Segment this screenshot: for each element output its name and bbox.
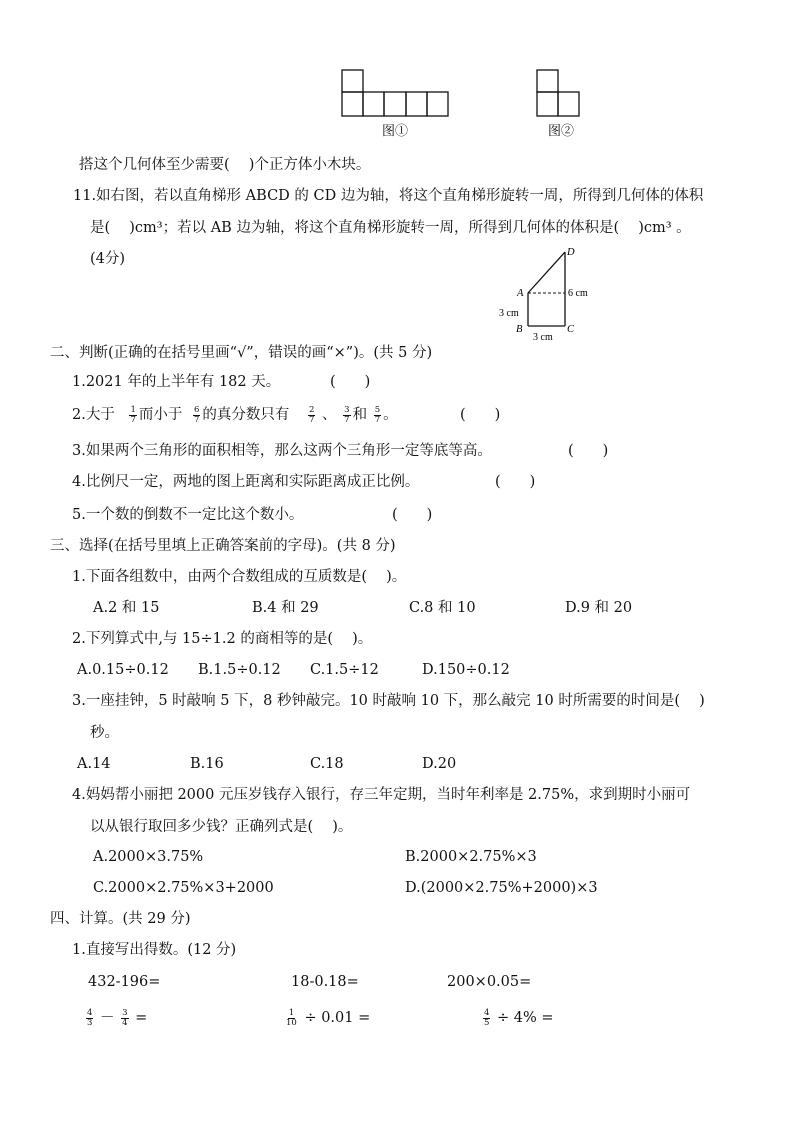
s3-q2-option-a: A.0.15÷0.12: [77, 662, 169, 678]
denominator: 10: [286, 1017, 297, 1028]
q11-line-1: 11.如右图，若以直角梯形 ABCD 的 CD 边为轴，将这个直角梯形旋转一周，所得到几何体的体积: [73, 188, 704, 204]
fraction-2-7: [308, 406, 315, 425]
net-figure-2: [537, 70, 579, 116]
trapezoid-diagram: [490, 245, 610, 345]
denominator: 7: [309, 414, 315, 425]
s3-q2-option-c: C.1.5÷12: [310, 662, 379, 678]
label-A: A: [517, 288, 524, 299]
numerator: 4: [87, 1007, 93, 1018]
label-C: C: [567, 324, 575, 335]
s2-q4-answer-paren: ( ): [495, 474, 536, 490]
fraction-4-5: [483, 1009, 490, 1028]
numerator: 3: [344, 404, 350, 415]
calc-3: 200×0.05=: [447, 974, 532, 990]
s3-q2-option-d: D.150÷0.12: [422, 662, 510, 678]
numerator: 3: [122, 1007, 128, 1018]
s2-q2-mid: 而小于: [138, 407, 183, 423]
s3-q4-option-a: A.2000×3.75%: [93, 849, 204, 865]
calc-1: 432-196=: [88, 974, 161, 990]
figure-2-caption: 图②: [548, 124, 575, 139]
s2-q5: 5.一个数的倒数不一定比这个数小。: [72, 507, 304, 523]
s3-q3-line-2: 秒。: [90, 725, 119, 741]
section-4-heading: 四、计算。(共 29 分): [50, 911, 191, 927]
s2-q2-and: 和: [352, 407, 368, 423]
s2-q3: 3.如果两个三角形的面积相等，那么这两个三角形一定等底等高。: [72, 443, 492, 459]
calc-5-rest: ÷ 0.01 =: [304, 1010, 371, 1026]
s2-q4: 4.比例尺一定，两地的图上距离和实际距离成正比例。: [72, 474, 420, 490]
s3-q4-option-b: B.2000×2.75%×3: [405, 849, 537, 865]
fraction-1-7: [129, 406, 136, 425]
s3-q4-option-d: D.(2000×2.75%+2000)×3: [405, 880, 598, 896]
calc-4: [84, 1008, 147, 1028]
s3-q4-line-2: 以从银行取回多少钱？正确列式是( )。: [90, 819, 353, 835]
s2-q3-answer-paren: ( ): [568, 443, 609, 459]
section-2-heading: 二、判断(正确的在括号里画“√”，错误的画“×”)。(共 5 分): [50, 345, 433, 361]
s3-q3-option-a: A.14: [77, 756, 111, 772]
denominator: 7: [193, 414, 200, 425]
s3-q4-option-c: C.2000×2.75%×3+2000: [93, 880, 274, 896]
s3-q3-option-b: B.16: [190, 756, 224, 772]
s3-q1-option-a: A.2 和 15: [93, 600, 160, 616]
fraction-1-10: [285, 1009, 298, 1028]
s2-q1: 1.2021 年的上半年有 182 天。: [72, 374, 281, 390]
q11-line-2: 是( )cm³；若以 AB 边为轴，将这个直角梯形旋转一周，所得到几何体的体积是( )cm³ 。: [90, 220, 691, 236]
s3-q3-option-c: C.18: [310, 756, 344, 772]
fraction-6-7: [193, 406, 200, 425]
s2-q2-sep: 、: [322, 407, 337, 423]
equals-sign: =: [135, 1010, 148, 1026]
q11-line-3: (4分): [90, 251, 126, 267]
s2-q2-end: 。: [383, 407, 398, 423]
numerator: 1: [130, 404, 136, 415]
calc-6: [481, 1008, 554, 1028]
label-B: B: [516, 324, 523, 335]
minus-sign: －: [100, 1010, 115, 1026]
s3-q3-line-1: 3.一座挂钟，5 时敲响 5 下，8 秒钟敲完。10 时敲响 10 下，那么敲完 10 时所需要的时间是( ): [72, 693, 705, 709]
dim-6cm: 6 cm: [568, 288, 588, 299]
denominator: 7: [344, 414, 350, 425]
s3-q2-option-b: B.1.5÷0.12: [198, 662, 281, 678]
label-D: D: [567, 247, 575, 258]
denominator: 5: [484, 1017, 490, 1028]
numerator: 1: [288, 1007, 295, 1018]
s3-q4-line-1: 4.妈妈帮小丽把 2000 元压岁钱存入银行，存三年定期，当时年利率是 2.75%，求到期时小丽可: [72, 787, 691, 803]
s2-q2-prefix: 2.大于: [72, 407, 115, 423]
s2-q2-answer-paren: ( ): [460, 407, 501, 423]
dim-3cm-bottom: 3 cm: [533, 332, 553, 343]
fraction-3-4: [121, 1009, 128, 1028]
calc-6-rest: ÷ 4% =: [497, 1010, 554, 1026]
q10-tail-text: 搭这个几何体至少需要( )个正方体小木块。: [79, 157, 371, 173]
calc-5: [283, 1008, 370, 1028]
s2-q2-mid2: 的真分数只有: [202, 407, 290, 423]
s3-q1-option-c: C.8 和 10: [409, 600, 476, 616]
s2-q1-answer-paren: ( ): [330, 374, 371, 390]
fraction-5-7: [374, 406, 381, 425]
numerator: 5: [374, 404, 381, 415]
denominator: 3: [87, 1017, 93, 1028]
calc-2: 18-0.18=: [291, 974, 359, 990]
numerator: 6: [193, 404, 200, 415]
denominator: 4: [122, 1017, 128, 1028]
fraction-4-3: [86, 1009, 93, 1028]
s2-q2: [72, 405, 398, 425]
denominator: 7: [374, 414, 381, 425]
s4-q1: 1.直接写出得数。(12 分): [72, 942, 237, 958]
s3-q1: 1.下面各组数中，由两个合数组成的互质数是( )。: [72, 569, 407, 585]
s3-q2: 2.下列算式中,与 15÷1.2 的商相等的是( )。: [72, 631, 373, 647]
cube-nets-figure: [0, 0, 793, 130]
s3-q1-option-d: D.9 和 20: [565, 600, 633, 616]
dim-3cm-left: 3 cm: [499, 308, 519, 319]
fraction-3-7: [343, 406, 350, 425]
numerator: 4: [484, 1007, 490, 1018]
s3-q1-option-b: B.4 和 29: [252, 600, 319, 616]
section-3-heading: 三、选择(在括号里填上正确答案前的字母)。(共 8 分): [50, 538, 396, 554]
numerator: 2: [309, 404, 315, 415]
denominator: 7: [130, 414, 136, 425]
net-figure-1: [342, 70, 448, 116]
figure-1-caption: 图①: [382, 124, 409, 139]
s3-q3-option-d: D.20: [422, 756, 457, 772]
s2-q5-answer-paren: ( ): [392, 507, 433, 523]
